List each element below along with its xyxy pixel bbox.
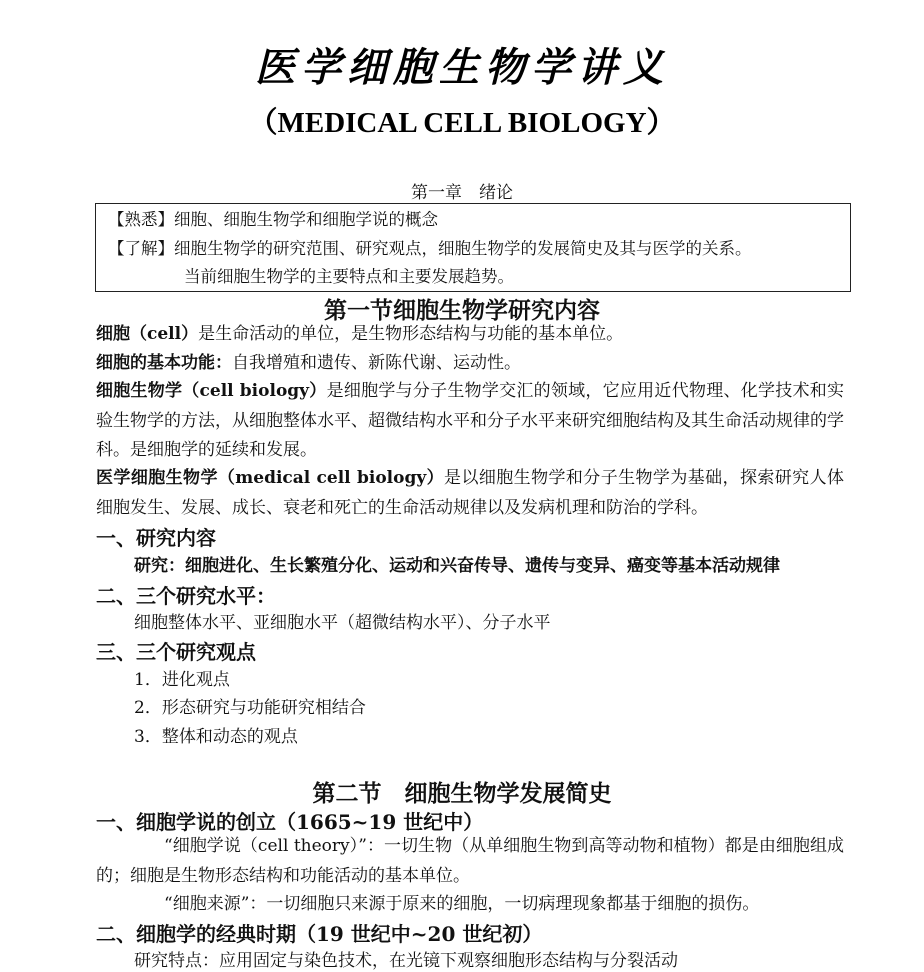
document-title: 医学细胞生物学讲义 xyxy=(255,44,669,91)
learning-objectives-box xyxy=(95,203,851,292)
medical-cell-biology-term: 医学细胞生物学（medical cell biology） xyxy=(96,468,445,488)
heading-cell-theory: 一、细胞学说的创立（1665~19 世纪中） xyxy=(96,810,484,834)
heading-research-levels: 二、三个研究水平： xyxy=(96,584,276,608)
cell-theory-paragraph: “细胞学说（cell theory）”：一切生物（从单细胞生物到高等动物和植物）都是由细胞组成的；细胞是生物形态结构和功能活动的基本单位。 xyxy=(96,836,844,886)
medical-cell-biology-text: 是以细胞生物学和分子生物学为基础，探索研究人体细胞发生、发展、成长、衰老和死亡的生命活动规律以及发病机理和防治的学科。 xyxy=(96,468,844,518)
objective-understand-label: 【了解】 xyxy=(108,239,174,258)
definition-cell-text: 是生命活动的单位，是生物形态结构与功能的基本单位。 xyxy=(198,324,624,344)
definition-cell-term: 细胞（cell） xyxy=(96,324,199,344)
research-levels-text: 细胞整体水平、亚细胞水平（超微结构水平）、分子水平 xyxy=(134,613,551,633)
heading-research-views: 三、三个研究观点 xyxy=(96,640,256,664)
objective-understand-text: 细胞生物学的研究范围、研究观点，细胞生物学的发展简史及其与医学的关系。 xyxy=(174,239,752,258)
objective-familiar-label: 【熟悉】 xyxy=(108,210,174,229)
objective-understand xyxy=(108,235,752,263)
classic-period-text: 研究特点：应用固定与染色技术，在光镜下观察细胞形态结构与分裂活动 xyxy=(134,951,678,971)
objective-familiar-text: 细胞、细胞生物学和细胞学说的概念 xyxy=(174,210,438,229)
research-view-item: 1．进化观点 xyxy=(134,670,230,690)
chapter-title: 第一章 绪论 xyxy=(411,183,513,203)
definition-basic-functions xyxy=(96,349,844,379)
basic-functions-text: 自我增殖和遗传、新陈代谢、运动性。 xyxy=(232,353,521,373)
definition-cell xyxy=(96,320,844,350)
cell-origin-paragraph: “细胞来源”：一切细胞只来源于原来的细胞，一切病理现象都基于细胞的损伤。 xyxy=(164,894,760,914)
document-subtitle: （MEDICAL CELL BIOLOGY） xyxy=(248,107,676,139)
objective-familiar xyxy=(108,206,438,234)
section2-title: 第二节 细胞生物学发展简史 xyxy=(312,780,612,807)
heading-research-content: 一、研究内容 xyxy=(96,526,216,550)
definition-cell-biology xyxy=(96,377,844,466)
cell-biology-text: 是细胞学与分子生物学交汇的领域，它应用近代物理、化学技术和实验生物学的方法，从细胞整体水平、超微结构水平和分子水平来研究细胞结构及其生命活动规律的学科。是细胞学的延续和发展。 xyxy=(96,381,845,460)
cell-biology-term: 细胞生物学（cell biology） xyxy=(96,381,327,401)
basic-functions-term: 细胞的基本功能： xyxy=(96,353,232,373)
objective-understand-continued: 当前细胞生物学的主要特点和主要发展趋势。 xyxy=(184,267,514,286)
research-view-item: 3．整体和动态的观点 xyxy=(134,727,298,747)
research-view-item: 2．形态研究与功能研究相结合 xyxy=(134,698,366,718)
definition-medical-cell-biology xyxy=(96,464,844,523)
research-content-text: 研究：细胞进化、生长繁殖分化、运动和兴奋传导、遗传与变异、癌变等基本活动规律 xyxy=(134,556,780,576)
heading-classic-period: 二、细胞学的经典时期（19 世纪中~20 世纪初） xyxy=(96,922,543,946)
section1-title: 第一节细胞生物学研究内容 xyxy=(324,297,600,324)
